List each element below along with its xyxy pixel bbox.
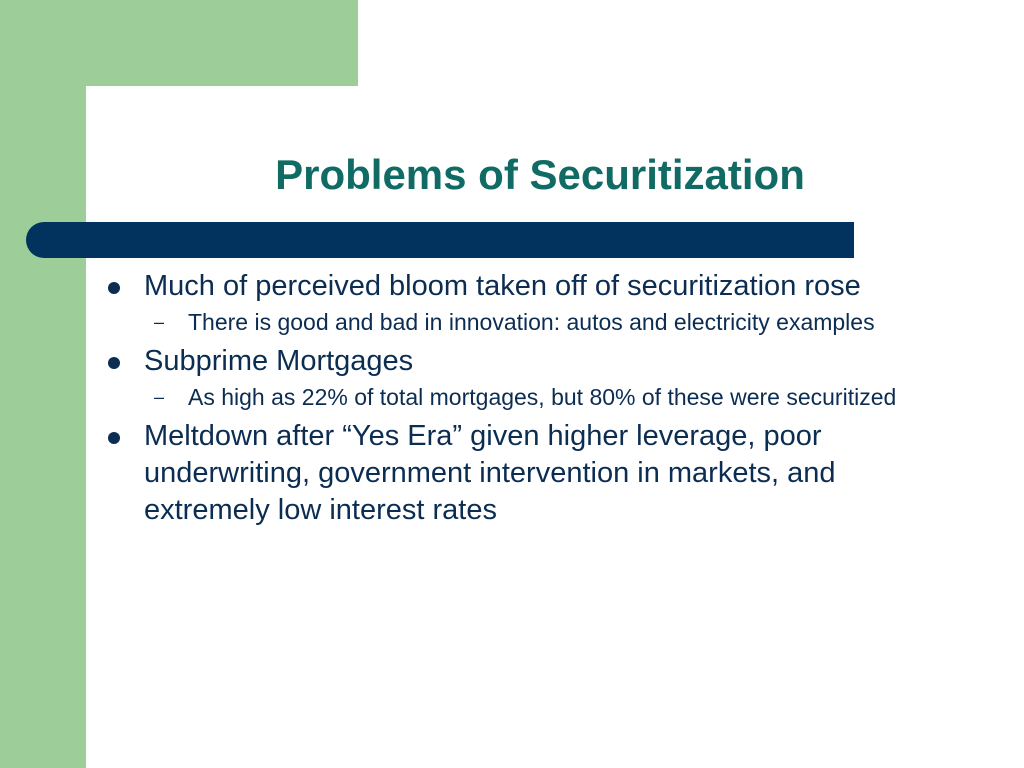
dash-icon: – <box>154 312 165 332</box>
dash-icon: – <box>154 387 165 407</box>
bullet-item-3 <box>104 418 954 529</box>
bullet-icon <box>108 282 120 294</box>
bullet-item-2 <box>104 343 954 380</box>
slide-title: Problems of Securitization <box>275 151 805 198</box>
green-top-band <box>0 0 358 86</box>
sub-bullet-text: As high as 22% of total mortgages, but 80% of these were securitized <box>188 384 897 410</box>
sub-bullet-item-1 <box>104 307 954 337</box>
bullet-text: Much of perceived bloom taken off of securitization rose <box>144 270 861 302</box>
bullet-item-1 <box>104 268 954 305</box>
bullet-icon <box>108 357 120 369</box>
bullet-text: Meltdown after “Yes Era” given higher leverage, poor underwriting, government intervention in markets, and extremely low interest rates <box>144 420 836 526</box>
bullet-text: Subprime Mortgages <box>144 345 414 377</box>
bullet-list <box>104 268 954 531</box>
green-vertical-band <box>0 0 86 768</box>
bullet-icon <box>108 432 120 444</box>
rounded-corner <box>86 86 166 166</box>
sub-bullet-text: There is good and bad in innovation: autos and electricity examples <box>188 309 875 335</box>
title-underline-bar <box>26 222 854 258</box>
sub-bullet-item-2 <box>104 382 954 412</box>
